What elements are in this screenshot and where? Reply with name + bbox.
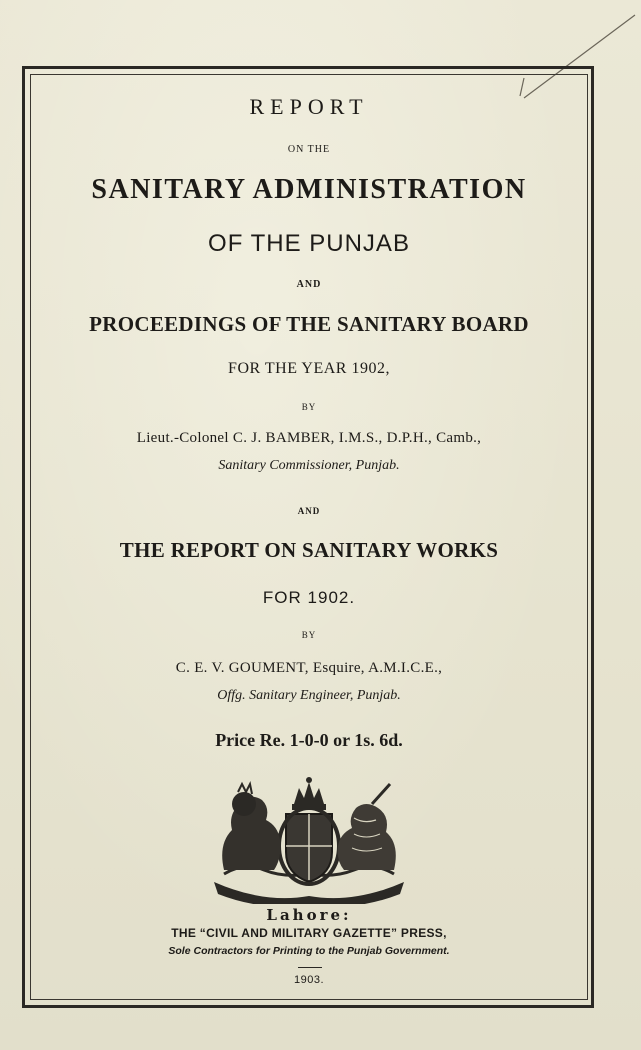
royal-coat-of-arms-icon (204, 774, 414, 904)
publication-place: Lahore: (266, 906, 352, 924)
works-year: FOR 1902. (262, 588, 356, 607)
author-name: Lieut.-Colonel C. J. BAMBER, I.M.S., D.P.H., Camb., (136, 430, 482, 446)
and-label: AND (296, 279, 322, 290)
press-name: THE “CIVIL AND MILITARY GAZETTE” PRESS, (171, 926, 447, 940)
contractors-line: Sole Contractors for Printing to the Punjab Government. (168, 945, 450, 957)
title-content (30, 74, 588, 1000)
author-title: Sanitary Commissioner, Punjab. (218, 458, 400, 473)
year-line: FOR THE YEAR 1902, (228, 360, 390, 377)
and-label: AND (297, 506, 321, 516)
proceedings-title: PROCEEDINGS OF THE SANITARY BOARD (89, 312, 529, 336)
price-line: Price Re. 1-0-0 or 1s. 6d. (215, 730, 403, 750)
on-the-label: ON THE (287, 144, 331, 155)
engineer-title: Offg. Sanitary Engineer, Punjab. (217, 688, 401, 703)
subtitle-punjab: OF THE PUNJAB (208, 230, 410, 257)
works-title: THE REPORT ON SANITARY WORKS (119, 538, 499, 562)
by-label: BY (301, 630, 317, 640)
report-heading: REPORT (249, 94, 369, 119)
publication-year: 1903. (293, 974, 325, 986)
engineer-name: C. E. V. GOUMENT, Esquire, A.M.I.C.E., (175, 660, 443, 676)
main-title: SANITARY ADMINISTRATION (91, 174, 527, 205)
by-label: BY (301, 402, 317, 412)
divider (298, 967, 322, 968)
